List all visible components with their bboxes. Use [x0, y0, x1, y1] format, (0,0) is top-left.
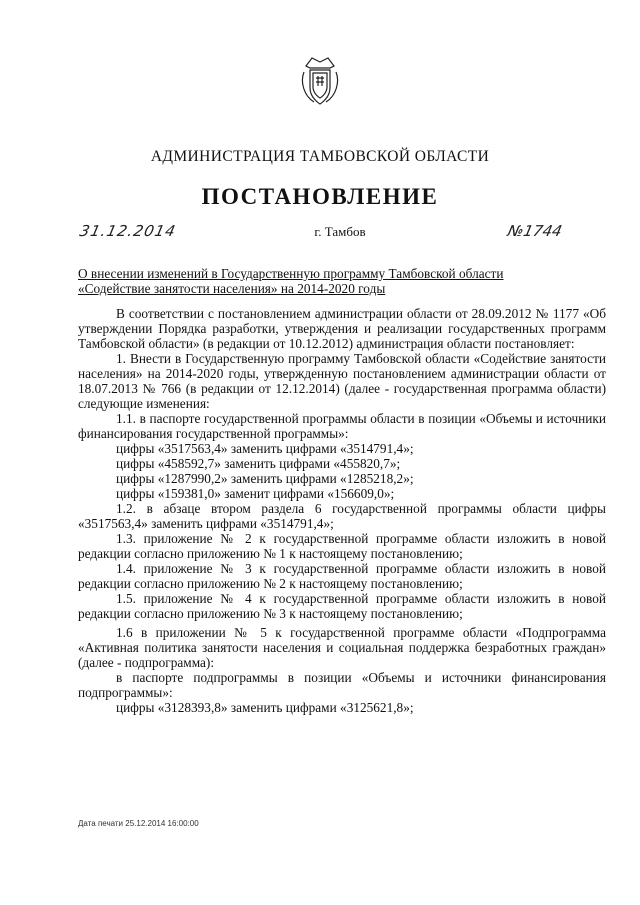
paragraph: 1.2. в абзаце втором раздела 6 государственной программы области цифры «3517563,4» заменить цифрами «3514791,4»; — [78, 501, 606, 531]
paragraph: 1.3. приложение № 2 к государственной программе области изложить в новой редакции согласно приложению № 1 к настоящему постановлению; — [78, 531, 606, 561]
coat-of-arms-icon — [298, 52, 342, 108]
subject-line: О внесении изменений в Государственную программу Тамбовской области — [78, 266, 504, 281]
paragraph: цифры «1287990,2» заменить цифрами «1285218,2»; — [116, 471, 414, 486]
paragraph: цифры «3517563,4» заменить цифрами «3514791,4»; — [116, 441, 414, 456]
subject-line: «Содействие занятости населения» на 2014-2020 годы — [78, 281, 386, 296]
paragraph: 1.6 в приложении № 5 к государственной программе области «Подпрограмма «Активная политика занятости населения и социальная поддержка безработных граждан» (далее - подпрограмма): — [78, 625, 606, 670]
document-body — [78, 306, 606, 715]
organization-name: АДМИНИСТРАЦИЯ ТАМБОВСКОЙ ОБЛАСТИ — [150, 148, 490, 165]
paragraph: цифры «3128393,8» заменить цифрами «3125621,8»; — [116, 700, 414, 715]
paragraph: 1.5. приложение № 4 к государственной программе области изложить в новой редакции согласно приложению № 3 к настоящему постановлению; — [78, 591, 606, 621]
print-date: Дата печати 25.12.2014 16:00:00 — [78, 819, 199, 828]
paragraph: цифры «159381,0» заменит цифрами «156609,0»; — [116, 486, 395, 501]
paragraph: В соответствии с постановлением администрации области от 28.09.2012 № 1177 «Об утверждении Порядка разработки, утверждения и реализации государственных программ Тамбовской области» (в редакции от 10.12.2012) администрация области постановляет: — [78, 306, 606, 351]
paragraph: цифры «458592,7» заменить цифрами «455820,7»; — [116, 456, 401, 471]
paragraph: 1. Внести в Государственную программу Тамбовской области «Содействие занятости населения» на 2014-2020 годы, утвержденную постановлением администрации области от 18.07.2013 № 766 (в редакции от 12.12.2014) (далее - государственная программа области) следующие изменения: — [78, 351, 606, 411]
document-type: ПОСТАНОВЛЕНИЕ — [201, 184, 439, 209]
document-subject — [78, 266, 608, 296]
paragraph: 1.4. приложение № 3 к государственной программе области изложить в новой редакции согласно приложению № 2 к настоящему постановлению; — [78, 561, 606, 591]
document-city: г. Тамбов — [314, 224, 366, 239]
document-date: 31.12.2014 — [78, 222, 178, 240]
paragraph: в паспорте подпрограммы в позиции «Объемы и источники финансирования подпрограммы»: — [78, 670, 606, 700]
paragraph: 1.1. в паспорте государственной программы области в позиции «Объемы и источники финансирования государственной программы»: — [78, 411, 606, 441]
document-number: №1744 — [506, 222, 564, 240]
